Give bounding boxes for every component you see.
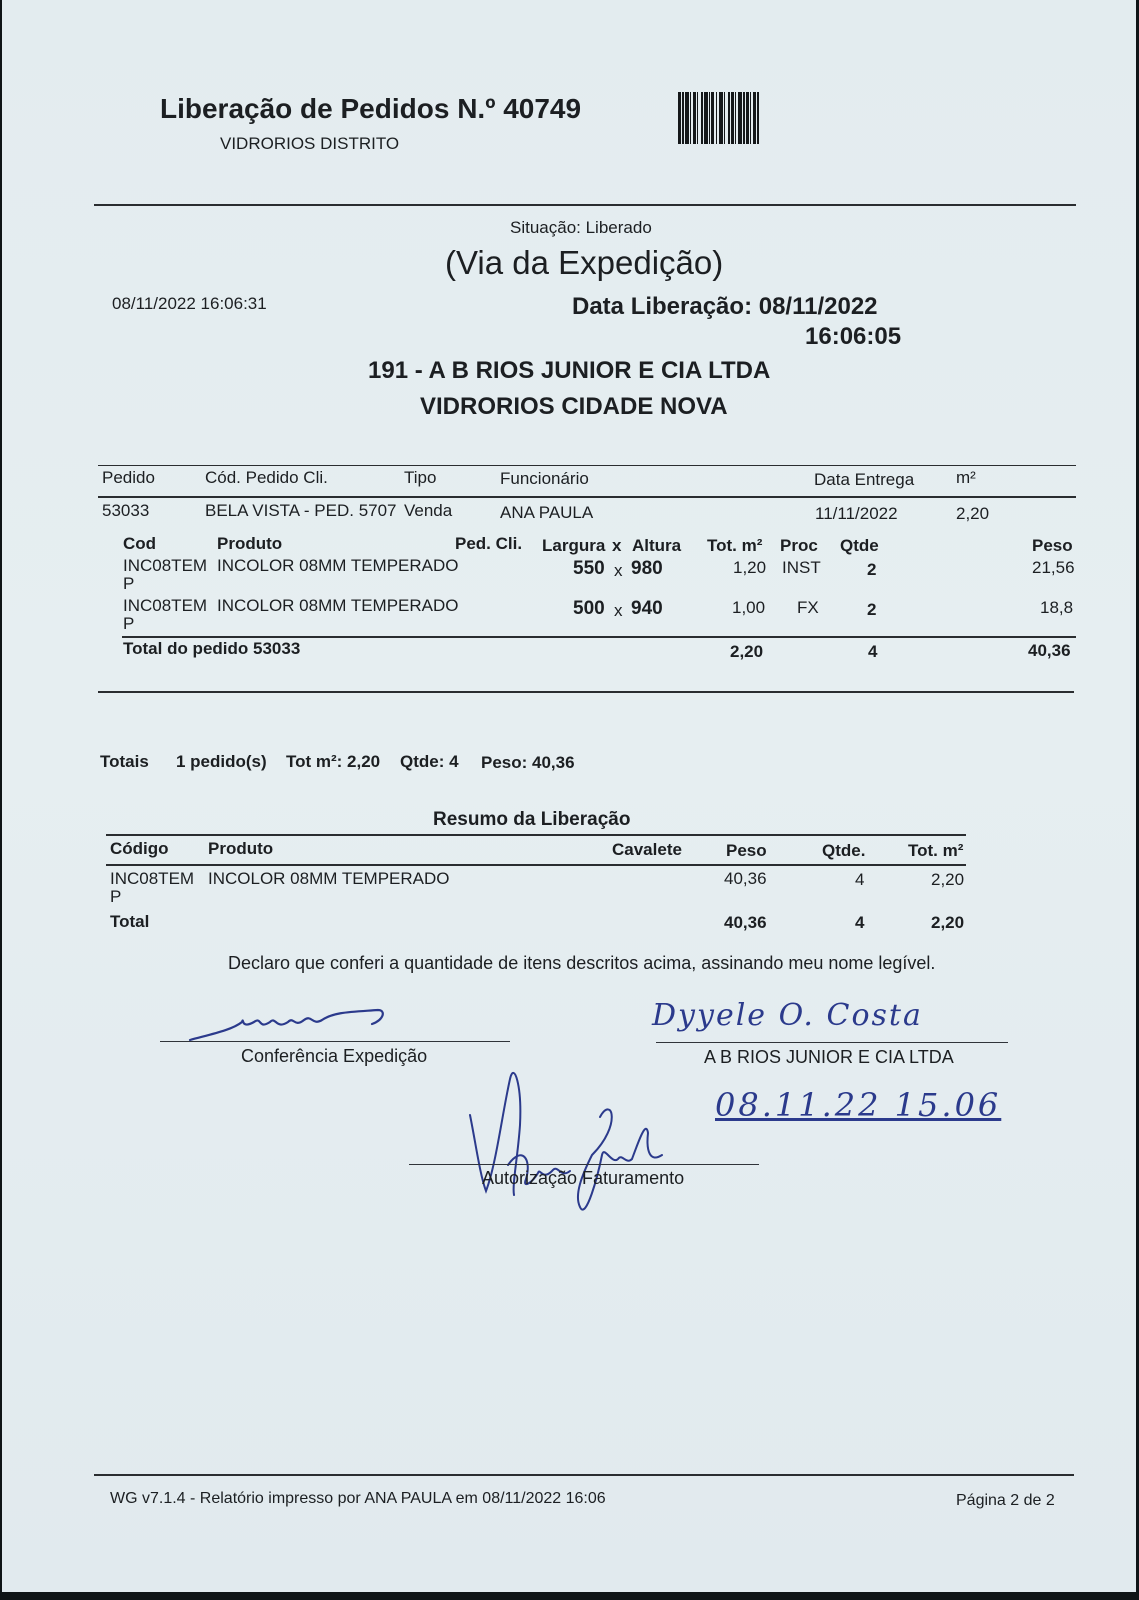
totais-qtde: Qtde: 4 (400, 752, 459, 771)
item-2-peso: 18,8 (1040, 598, 1074, 617)
client-handwritten-name: Dyyele O. Costa (652, 998, 923, 1033)
barcode-bar (731, 92, 734, 144)
totais-label: Totais (100, 752, 149, 771)
barcode-bar (735, 92, 736, 144)
item-col-tot-m2: Tot. m² (707, 536, 763, 555)
handwritten-date: 08.11.22 15.06 (715, 1086, 1002, 1124)
order-table-top-rule (98, 465, 1076, 466)
item-1-cod-wrap: P (123, 574, 135, 593)
client-store: VIDRORIOS CIDADE NOVA (420, 393, 728, 420)
item-col-peso: Peso (1032, 536, 1073, 555)
barcode-bar (719, 92, 723, 144)
item-1-largura: 550 (573, 558, 605, 579)
order-tipo: Venda (404, 501, 453, 520)
order-total-qtde: 4 (868, 642, 878, 661)
barcode-bar (711, 92, 714, 144)
barcode-bar (697, 92, 698, 144)
item-1-produto: INCOLOR 08MM TEMPERADO (217, 556, 459, 575)
barcode-bar (750, 92, 751, 144)
conferencia-label: Conferência Expedição (241, 1046, 428, 1066)
resumo-row-tot-m2: 2,20 (931, 870, 965, 889)
barcode (678, 92, 850, 144)
company-name: VIDRORIOS DISTRITO (220, 134, 400, 153)
conferencia-line (160, 1041, 510, 1042)
client-signature-line (656, 1042, 1008, 1043)
item-1-altura: 980 (631, 558, 663, 579)
autorizacao-label: Autorização Faturamento (482, 1168, 685, 1188)
item-1-proc: INST (782, 558, 821, 577)
barcode-bar (738, 92, 742, 144)
resumo-row-produto: INCOLOR 08MM TEMPERADO (208, 869, 450, 888)
resumo-top-rule (106, 834, 966, 836)
item-col-x: x (612, 536, 622, 555)
barcode-bar (693, 92, 696, 144)
resumo-total-tot-m2: 2,20 (931, 913, 965, 932)
order-cod-pedido-cli: BELA VISTA - PED. 5707 (205, 501, 397, 520)
resumo-header-rule (106, 864, 966, 866)
barcode-bar (753, 92, 756, 144)
resumo-col-cavalete: Cavalete (612, 840, 682, 859)
order-total-label: Total do pedido 53033 (123, 639, 301, 658)
autorizacao-line (409, 1164, 759, 1165)
barcode-bar (746, 92, 749, 144)
release-time: 16:06:05 (805, 323, 902, 350)
footer-page-number: Página 2 de 2 (956, 1492, 1055, 1509)
status-text: Situação: Liberado (510, 218, 652, 237)
barcode-bar (728, 92, 730, 144)
resumo-col-qtde: Qtde. (822, 841, 866, 860)
conferencia-signature (172, 1000, 412, 1050)
col-pedido: Pedido (102, 468, 155, 487)
barcode-bar (724, 92, 725, 144)
order-table-bottom-rule (98, 691, 1074, 693)
resumo-row-peso: 40,36 (724, 869, 767, 888)
client-label: A B RIOS JUNIOR E CIA LTDA (704, 1047, 954, 1067)
order-pedido: 53033 (102, 501, 150, 520)
order-total-peso: 40,36 (1028, 641, 1071, 660)
barcode-bar (709, 92, 710, 144)
barcode-bar (704, 92, 708, 144)
order-funcionario: ANA PAULA (500, 503, 594, 522)
col-cod-pedido-cli: Cód. Pedido Cli. (205, 468, 328, 487)
resumo-total-label: Total (110, 912, 150, 931)
item-col-ped-cli: Ped. Cli. (455, 534, 523, 553)
item-2-tot-m2: 1,00 (732, 598, 766, 617)
declaration-text: Declaro que conferi a quantidade de itens descritos acima, assinando meu nome legível. (228, 953, 936, 973)
document-page (2, 0, 1136, 1592)
item-2-qtde: 2 (867, 600, 877, 619)
document-title: Liberação de Pedidos N.º 40749 (160, 93, 582, 124)
item-col-largura: Largura (542, 536, 606, 555)
totais-m2: Tot m²: 2,20 (286, 752, 381, 771)
barcode-bar (678, 92, 681, 144)
resumo-col-produto: Produto (208, 839, 274, 858)
resumo-row-codigo-wrap: P (110, 887, 122, 906)
footer-rule (94, 1474, 1074, 1476)
release-date: Data Liberação: 08/11/2022 (572, 293, 878, 320)
resumo-row-qtde: 4 (855, 870, 865, 889)
print-datetime: 08/11/2022 16:06:31 (112, 294, 267, 313)
item-2-proc: FX (797, 598, 819, 617)
item-2-cod: INC08TEM (123, 596, 208, 615)
order-m2: 2,20 (956, 504, 990, 523)
item-1-x: x (614, 561, 623, 580)
barcode-bar (682, 92, 684, 144)
resumo-row-codigo: INC08TEM (110, 869, 195, 888)
item-col-produto: Produto (217, 534, 283, 553)
totais-pedidos: 1 pedido(s) (176, 752, 267, 771)
barcode-bar (743, 92, 745, 144)
item-col-altura: Altura (632, 536, 682, 555)
barcode-bar (757, 92, 759, 144)
client-name: 191 - A B RIOS JUNIOR E CIA LTDA (368, 357, 771, 384)
item-2-largura: 500 (573, 598, 605, 619)
col-tipo: Tipo (404, 468, 437, 487)
footer-printed-by: WG v7.1.4 - Relatório impresso por ANA PAULA em 08/11/2022 16:06 (110, 1490, 606, 1507)
barcode-bar (701, 92, 703, 144)
resumo-col-tot-m2: Tot. m² (908, 841, 964, 860)
copy-type: (Via da Expedição) (445, 244, 724, 281)
item-1-qtde: 2 (867, 560, 877, 579)
col-data-entrega: Data Entrega (814, 470, 915, 489)
totais-peso: Peso: 40,36 (481, 753, 575, 772)
order-header-rule (98, 496, 1076, 498)
header-divider (94, 204, 1076, 206)
resumo-total-peso: 40,36 (724, 913, 767, 932)
item-1-peso: 21,56 (1032, 558, 1075, 577)
item-col-qtde: Qtde (840, 536, 879, 555)
barcode-bar (690, 92, 691, 144)
item-2-cod-wrap: P (123, 614, 135, 633)
item-1-tot-m2: 1,20 (733, 558, 767, 577)
items-total-rule (122, 636, 1076, 638)
item-col-cod: Cod (123, 534, 157, 553)
item-2-altura: 940 (631, 598, 663, 619)
barcode-bar (685, 92, 689, 144)
order-data-entrega: 11/11/2022 (815, 504, 898, 523)
item-col-proc: Proc (780, 536, 818, 555)
autorizacao-signature (462, 1055, 692, 1215)
col-funcionario: Funcionário (500, 469, 589, 488)
resumo-total-qtde: 4 (855, 913, 865, 932)
barcode-bar (716, 92, 717, 144)
resumo-title: Resumo da Liberação (433, 809, 631, 830)
item-2-x: x (614, 601, 623, 620)
item-2-produto: INCOLOR 08MM TEMPERADO (217, 596, 459, 615)
item-1-cod: INC08TEM (123, 556, 208, 575)
resumo-col-peso: Peso (726, 841, 767, 860)
col-m2: m² (956, 468, 976, 487)
order-total-m2: 2,20 (730, 642, 764, 661)
resumo-col-codigo: Código (110, 839, 169, 858)
